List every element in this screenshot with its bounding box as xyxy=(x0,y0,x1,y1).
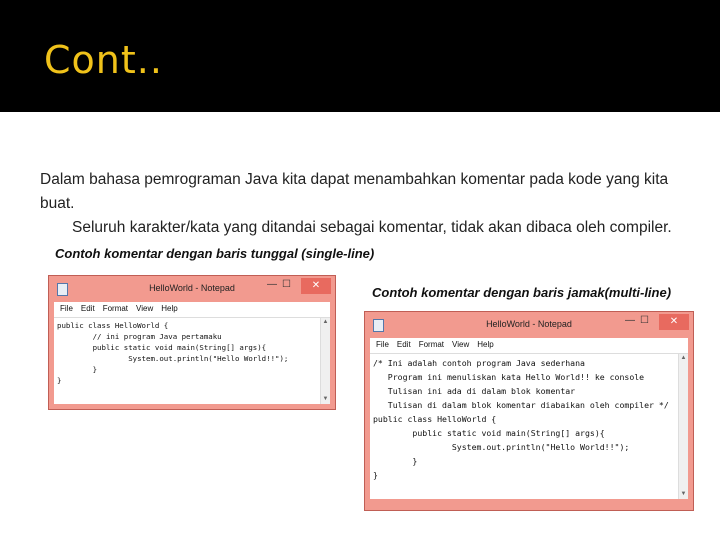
scroll-down-icon[interactable]: ▼ xyxy=(680,491,687,497)
menu-edit[interactable]: Edit xyxy=(80,304,95,313)
close-icon[interactable]: ✕ xyxy=(301,278,331,294)
vertical-scrollbar[interactable] xyxy=(678,354,688,499)
intro-line-1: Dalam bahasa pemrograman Java kita dapat menambahkan komentar pada kode yang kita buat. xyxy=(40,171,669,212)
scroll-up-icon[interactable]: ▲ xyxy=(322,319,329,325)
window-titlebar[interactable] xyxy=(49,276,335,302)
code-text[interactable]: public class HelloWorld { // ini program Java pertamaku public static void main(String[] args){ System.out.println("Hello World!!"); } } xyxy=(57,321,289,385)
menu-help[interactable]: Help xyxy=(477,340,494,349)
intro-text xyxy=(40,168,700,240)
window-title: HelloWorld - Notepad xyxy=(486,319,572,329)
menu-edit[interactable]: Edit xyxy=(396,340,411,349)
text-editor[interactable] xyxy=(370,353,688,499)
menu-format[interactable]: Format xyxy=(418,340,445,349)
close-icon[interactable]: ✕ xyxy=(659,314,689,330)
menu-format[interactable]: Format xyxy=(102,304,129,313)
window-title: HelloWorld - Notepad xyxy=(149,283,235,293)
menu-bar xyxy=(370,338,688,353)
vertical-scrollbar[interactable] xyxy=(320,318,330,404)
code-text[interactable]: /* Ini adalah contoh program Java sederhana Program ini menuliskan kata Hello World!! ke console Tulisan ini ada di dalam blok komentar Tulisan di dalam blok komentar diabaikan oleh compiler */ public class HelloWorld { public static void main(String[] args){ System.out.println("Hello World!!"); } } xyxy=(373,358,669,480)
multi-line-caption: Contoh komentar dengan baris jamak(multi-line) xyxy=(372,285,672,300)
menu-view[interactable]: View xyxy=(136,304,154,313)
menu-bar xyxy=(54,302,330,317)
scroll-down-icon[interactable]: ▼ xyxy=(322,396,329,402)
menu-help[interactable]: Help xyxy=(161,304,178,313)
maximize-icon[interactable]: ☐ xyxy=(640,315,649,326)
minimize-icon[interactable]: — xyxy=(625,315,635,326)
text-editor[interactable] xyxy=(54,317,330,404)
single-line-caption: Contoh komentar dengan baris tunggal (single-line) xyxy=(55,246,375,261)
notepad-window-multi[interactable] xyxy=(364,311,694,511)
minimize-icon[interactable]: — xyxy=(267,279,277,290)
menu-view[interactable]: View xyxy=(452,340,470,349)
menu-file[interactable]: File xyxy=(60,304,73,313)
window-titlebar[interactable] xyxy=(365,312,693,338)
maximize-icon[interactable]: ☐ xyxy=(282,279,291,290)
slide-title-bar xyxy=(0,0,720,112)
notepad-window-single[interactable] xyxy=(48,275,336,410)
scroll-up-icon[interactable]: ▲ xyxy=(680,355,687,361)
menu-file[interactable]: File xyxy=(376,340,389,349)
intro-line-2: Seluruh karakter/kata yang ditandai sebagai komentar, tidak akan dibaca oleh compiler. xyxy=(72,219,672,236)
slide-title: Cont.. xyxy=(44,38,163,82)
